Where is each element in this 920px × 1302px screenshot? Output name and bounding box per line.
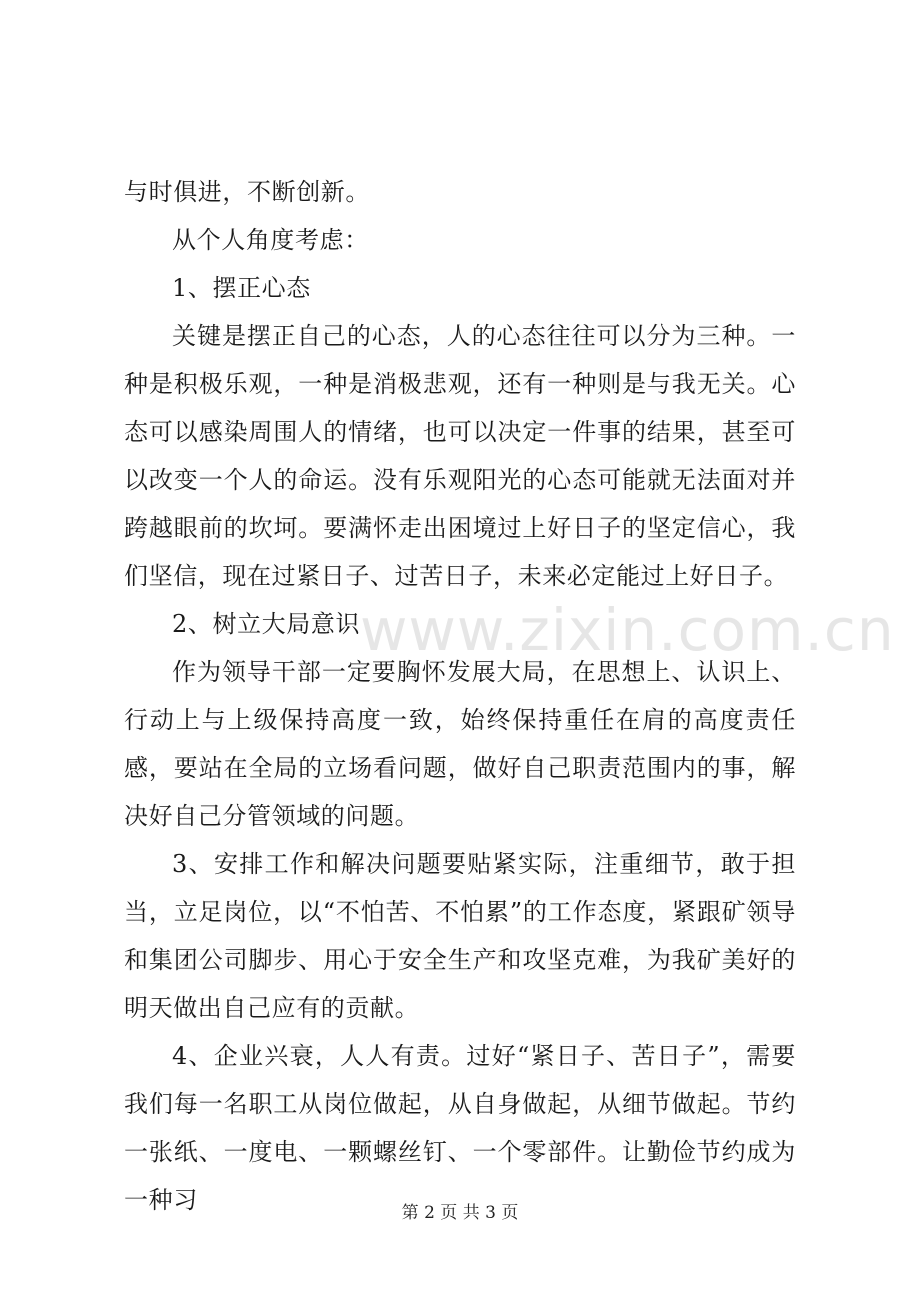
section-heading: 1、摆正心态 bbox=[172, 274, 311, 302]
section-heading: 2、树立大局意识 bbox=[172, 610, 361, 638]
document-body bbox=[124, 168, 796, 1224]
page-number-footer: 第 2 页 共 3 页 bbox=[401, 1203, 519, 1223]
paragraph: 关键是摆正自己的心态，人的心态往往可以分为三种。一种是积极乐观，一种是消极悲观，还有一种则是与我无关。心态可以感染周围人的情绪，也可以决定一件事的结果，甚至可以改变一个人的命运。没有乐观阳光的心态可能就无法面对并跨越眼前的坎坷。要满怀走出困境过上好日子的坚定信心，我们坚信，现在过紧日子、过苦日子，未来必定能过上好日子。 bbox=[124, 322, 796, 590]
paragraph: 作为领导干部一定要胸怀发展大局，在思想上、认识上、行动上与上级保持高度一致，始终保持重任在肩的高度责任感，要站在全局的立场看问题，做好自己职责范围内的事，解决好自己分管领域的问题。 bbox=[124, 658, 796, 830]
paragraph: 3、安排工作和解决问题要贴紧实际，注重细节，敢于担当，立足岗位，以“不怕苦、不怕累”的工作态度，紧跟矿领导和集团公司脚步、用心于安全生产和攻坚克难，为我矿美好的明天做出自己应有的贡献。 bbox=[124, 850, 796, 1022]
section-intro: 从个人角度考虑： bbox=[172, 226, 369, 254]
paragraph: 4、企业兴衰，人人有责。过好“紧日子、苦日子”，需要我们每一名职工从岗位做起，从自身做起，从细节做起。节约一张纸、一度电、一颗螺丝钉、一个零部件。让勤俭节约成为一种习 bbox=[124, 1042, 796, 1214]
paragraph: 与时俱进，不断创新。 bbox=[124, 178, 370, 206]
watermark-text: www.zixin.com.cn bbox=[360, 596, 895, 664]
